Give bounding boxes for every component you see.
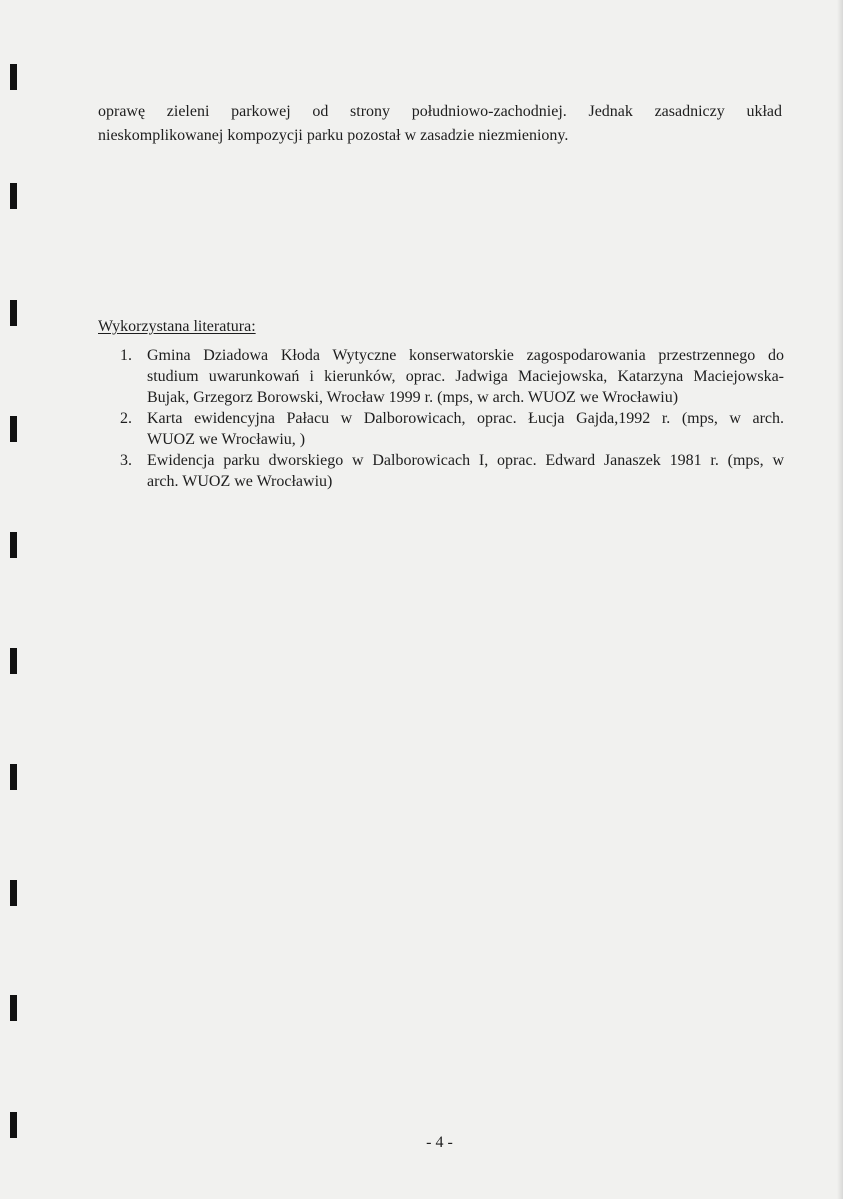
binding-mark: [10, 300, 17, 326]
paragraph-line: nieskomplikowanej kompozycji parku pozostał w zasadzie niezmieniony.: [98, 127, 569, 144]
reference-item: [120, 450, 784, 492]
paragraph-line: oprawę zieleni parkowej od strony południowo-zachodniej. Jednak zasadniczy układ: [98, 103, 782, 120]
reference-number: 2.: [120, 410, 132, 427]
reference-line: Bujak, Grzegorz Borowski, Wrocław 1999 r. (mps, w arch. WUOZ we Wrocławiu): [147, 389, 679, 406]
binding-mark: [10, 995, 17, 1021]
binding-mark: [10, 183, 17, 209]
reference-number: 1.: [120, 347, 132, 364]
binding-mark: [10, 648, 17, 674]
body-paragraph: [98, 100, 782, 148]
binding-mark: [10, 880, 17, 906]
reference-item: [120, 408, 784, 450]
reference-line: Ewidencja parku dworskiego w Dalborowicach I, oprac. Edward Janaszek 1981 r. (mps, w: [147, 452, 784, 469]
reference-number: 3.: [120, 452, 132, 469]
binding-mark: [10, 64, 17, 90]
references-list: [120, 345, 784, 492]
binding-mark: [10, 764, 17, 790]
page-number: - 4 -: [426, 1134, 453, 1151]
binding-mark: [10, 416, 17, 442]
references-heading: Wykorzystana literatura:: [98, 318, 256, 335]
reference-line: arch. WUOZ we Wrocławiu): [147, 473, 333, 490]
page-edge-shadow: [837, 0, 843, 1199]
binding-mark: [10, 532, 17, 558]
reference-line: Karta ewidencyjna Pałacu w Dalborowicach, oprac. Łucja Gajda,1992 r. (mps, w arch.: [147, 410, 784, 427]
reference-item: [120, 345, 784, 408]
reference-line: studium uwarunkowań i kierunków, oprac. Jadwiga Maciejowska, Katarzyna Maciejowska-: [147, 368, 784, 385]
reference-line: Gmina Dziadowa Kłoda Wytyczne konserwatorskie zagospodarowania przestrzennego do: [147, 347, 784, 364]
reference-line: WUOZ we Wrocławiu, ): [147, 431, 306, 448]
